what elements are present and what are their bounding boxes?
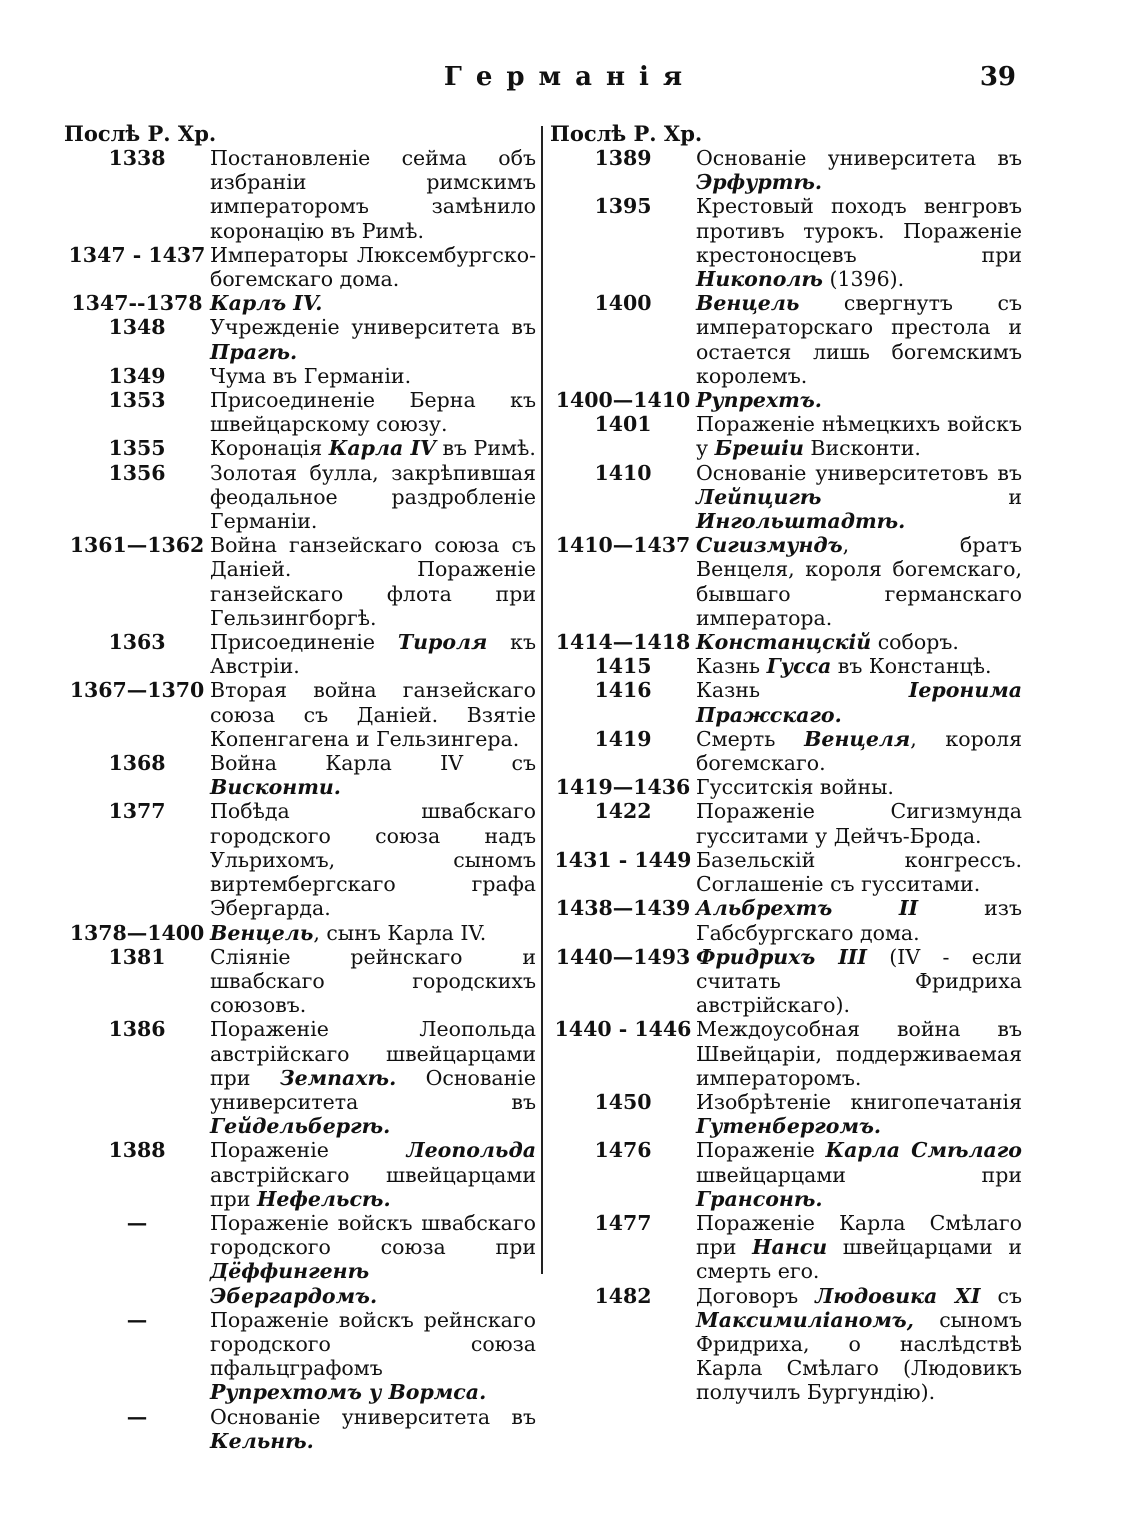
entry-date: 1361—1362 xyxy=(69,533,205,558)
entry-text xyxy=(210,1211,536,1308)
entry-date: — xyxy=(126,1307,148,1332)
entry-text xyxy=(696,1138,1022,1211)
timeline-entry xyxy=(550,678,1022,726)
entry-emphasis: Никополѣ xyxy=(696,267,823,292)
right-column xyxy=(550,122,1022,1405)
entry-text-part: Присоединеніе xyxy=(210,630,398,655)
timeline-entry xyxy=(64,291,536,315)
entry-emphasis: Максимиліаномъ, xyxy=(696,1307,914,1332)
entry-date: 1377 xyxy=(108,799,166,824)
timeline-entry xyxy=(550,1090,1022,1138)
entry-text-part: соборъ. xyxy=(871,630,959,655)
entry-text xyxy=(696,630,1022,654)
entry-text xyxy=(696,533,1022,630)
entry-date: 1400 xyxy=(594,291,652,316)
entry-emphasis: Нанси xyxy=(752,1235,828,1260)
entry-text-part: Висконти. xyxy=(803,436,921,461)
timeline-entry xyxy=(550,848,1022,896)
entry-text xyxy=(696,412,1022,460)
entry-date: 1422 xyxy=(594,799,652,824)
entry-date: 1476 xyxy=(594,1138,652,1163)
entry-text xyxy=(210,436,536,460)
entry-text-part: свергнутъ съ императорскаго престола и остается лишь богемскимъ королемъ. xyxy=(696,291,1022,388)
entry-date: 1356 xyxy=(108,460,166,485)
entry-text xyxy=(696,461,1022,534)
entry-emphasis: Тироля xyxy=(397,630,488,655)
entry-date: 1386 xyxy=(108,1017,166,1042)
entry-text-part: Постановленіе сейма объ избраніи римскимъ императоромъ замѣнило коронацію въ Римѣ. xyxy=(210,146,536,243)
timeline-entry xyxy=(550,461,1022,534)
entry-emphasis: Рупрехтъ. xyxy=(696,388,822,413)
entry-text xyxy=(696,848,1022,896)
entry-date: 1419 xyxy=(594,726,652,751)
timeline-entry xyxy=(64,678,536,751)
entry-date: 1416 xyxy=(594,678,652,703)
timeline-entry xyxy=(64,1017,536,1138)
entry-date: 1415 xyxy=(594,654,652,679)
entry-text xyxy=(696,291,1022,388)
entry-text-part: Пораженіе Леопольда австрійскаго швейцарцами при xyxy=(210,1017,536,1090)
entry-text-part: Война ганзейскаго союза съ Даніей. Пораженіе ганзейскаго флота при Гельзингборгѣ. xyxy=(210,533,536,630)
entry-text-part: Учрежденіе университета въ xyxy=(210,315,536,340)
entry-text xyxy=(210,146,536,243)
timeline-entry xyxy=(550,1284,1022,1405)
entry-date: — xyxy=(126,1404,148,1429)
entry-text-part: , братъ Венцеля, короля богемскаго, бывшаго германскаго императора. xyxy=(696,533,1022,630)
entry-text-part: австрійскаго швейцарцами при xyxy=(210,1162,536,1211)
entry-date: — xyxy=(126,1210,148,1235)
entry-text-part: къ Австріи. xyxy=(210,630,536,679)
entry-date: 1347 - 1437 xyxy=(68,242,206,267)
entry-emphasis: Нефельсѣ. xyxy=(256,1186,391,1211)
entry-emphasis: Карлъ IV. xyxy=(210,291,323,316)
entry-text xyxy=(696,775,1022,799)
entry-emphasis: Констанцскій xyxy=(696,630,872,655)
entry-text xyxy=(210,388,536,436)
entry-text xyxy=(210,1138,536,1211)
entry-date: 1388 xyxy=(108,1138,166,1163)
timeline-entry xyxy=(550,146,1022,194)
entry-text-part: Война Карла IV съ xyxy=(210,751,536,776)
timeline-entry xyxy=(550,775,1022,799)
entry-text xyxy=(210,799,536,920)
entry-text xyxy=(696,945,1022,1018)
entry-date: 1400—1410 xyxy=(555,388,691,413)
entry-text xyxy=(210,1405,536,1453)
entry-text-part: въ Констанцѣ. xyxy=(831,654,992,679)
entry-text xyxy=(696,388,1022,412)
entry-emphasis: Гутенбергомъ. xyxy=(696,1114,882,1139)
entry-text-part: съ xyxy=(980,1283,1022,1308)
entry-date: 1355 xyxy=(108,436,166,461)
entry-text xyxy=(696,1017,1022,1090)
entry-emphasis: Венцель xyxy=(210,920,314,945)
timeline-entry xyxy=(550,412,1022,460)
timeline-entry xyxy=(550,388,1022,412)
entry-text-part: Пораженіе xyxy=(696,1138,826,1163)
timeline-entry xyxy=(64,533,536,630)
timeline-entries xyxy=(550,146,1022,1405)
entry-emphasis: Людовика XI xyxy=(815,1283,981,1308)
entry-text-part: Императоры Люксембургско-богемскаго дома. xyxy=(210,242,536,292)
entry-text-part: Казнь xyxy=(696,678,909,703)
entry-text-part: Пораженіе Карла Смѣлаго при xyxy=(696,1210,1022,1260)
timeline-entry xyxy=(550,896,1022,944)
entry-date: 1367—1370 xyxy=(69,678,205,703)
timeline-entry xyxy=(64,1308,536,1405)
timeline-entry xyxy=(64,243,536,291)
entry-text-part: , сынъ Карла IV. xyxy=(313,920,487,945)
entry-emphasis: Эрфуртѣ. xyxy=(696,170,823,195)
entry-emphasis: Венцель xyxy=(696,291,800,316)
entry-date: 1482 xyxy=(594,1283,652,1308)
entry-text xyxy=(210,945,536,1018)
entry-date: 1353 xyxy=(108,388,166,413)
timeline-entry xyxy=(64,436,536,460)
entry-text-part: Пораженіе войскъ швабскаго городского союза при xyxy=(210,1210,536,1260)
entry-text xyxy=(210,630,536,678)
entry-text-part: Гусситскія войны. xyxy=(696,775,894,800)
entry-text-part: Основаніе университета въ xyxy=(696,146,1022,170)
timeline-entry xyxy=(64,1138,536,1211)
timeline-entry xyxy=(64,1211,536,1308)
entry-text-part: Крестовый походъ венгровъ противъ турокъ. Пораженіе крестоносцевъ при xyxy=(696,194,1022,267)
entry-date: 1410 xyxy=(594,460,652,485)
timeline-entry xyxy=(64,945,536,1018)
entry-text-part: въ Римѣ. xyxy=(435,436,536,461)
timeline-entry xyxy=(550,727,1022,775)
timeline-entry xyxy=(550,1017,1022,1090)
entry-text-part: Смерть xyxy=(696,726,805,751)
entry-text xyxy=(210,461,536,534)
entry-date: 1477 xyxy=(594,1210,652,1235)
entry-emphasis: Брешіи xyxy=(714,436,804,461)
entry-emphasis: Сигизмундъ xyxy=(696,533,843,558)
timeline-entries xyxy=(64,146,536,1453)
entry-date: 1450 xyxy=(594,1089,652,1114)
entry-emphasis: Гусса xyxy=(766,654,832,679)
timeline-entry xyxy=(550,1138,1022,1211)
entry-emphasis: Грансонѣ. xyxy=(696,1186,823,1211)
timeline-entry xyxy=(550,533,1022,630)
entry-text-part: Изобрѣтеніе книгопечатанія xyxy=(696,1089,1022,1114)
timeline-entry xyxy=(550,291,1022,388)
timeline-entry xyxy=(64,751,536,799)
entry-text-part: Пораженіе Сигизмунда гусситами у Дейчъ-Брода. xyxy=(696,799,1022,848)
entry-emphasis: Прагѣ. xyxy=(210,339,298,364)
timeline-entry xyxy=(64,799,536,920)
entry-emphasis: Рупрехтомъ у Вормса. xyxy=(210,1380,487,1405)
entry-text-part: Пораженіе нѣмецкихъ войскъ у xyxy=(696,412,1022,461)
entry-text xyxy=(696,654,1022,678)
entry-text-part: , короля богемскаго. xyxy=(696,726,1023,776)
entry-text-part: Золотая булла, закрѣпившая феодальное раздробленіе Германіи. xyxy=(210,460,536,534)
entry-text xyxy=(210,364,536,388)
entry-text xyxy=(696,896,1022,944)
entry-date: 1438—1439 xyxy=(555,896,691,921)
timeline-entry xyxy=(64,146,536,243)
entry-text xyxy=(210,751,536,799)
entry-date: 1410—1437 xyxy=(555,533,691,558)
entry-text-part: Междоусобная война въ Швейцаріи, поддерживаемая императоромъ. xyxy=(696,1017,1022,1090)
entry-text xyxy=(696,727,1022,775)
entry-date: 1414—1418 xyxy=(555,630,691,655)
timeline-entry xyxy=(550,654,1022,678)
entry-text xyxy=(210,921,536,945)
column-heading: Послѣ Р. Хр. xyxy=(550,121,703,146)
timeline-entry xyxy=(550,194,1022,291)
entry-text-part: Договоръ xyxy=(696,1283,816,1308)
timeline-entry xyxy=(550,1211,1022,1284)
entry-text-part: Присоединеніе Берна къ швейцарскому союзу. xyxy=(210,388,536,437)
left-column xyxy=(64,122,536,1453)
entry-text xyxy=(696,799,1022,847)
entry-date: 1440—1493 xyxy=(555,944,691,969)
entry-emphasis: Гейдельбергѣ. xyxy=(210,1114,391,1139)
timeline-entry xyxy=(64,364,536,388)
entry-emphasis: Альбрехтъ II xyxy=(696,896,919,921)
entry-emphasis: Дёффингенѣ Эбергардомъ. xyxy=(210,1259,378,1308)
entry-text xyxy=(210,533,536,630)
entry-emphasis: Лейпцигѣ xyxy=(696,484,822,509)
entry-text xyxy=(696,678,1022,726)
entry-text-part: сыномъ Фридриха, о наслѣдствѣ Карла Смѣлаго (Людовикъ получилъ Бургундію). xyxy=(696,1307,1022,1405)
entry-text-part: и xyxy=(821,484,1022,509)
entry-text-part: Казнь xyxy=(696,654,767,679)
entry-date: 1347--1378 xyxy=(71,291,203,316)
entry-date: 1368 xyxy=(108,751,166,776)
entry-emphasis: Карла IV xyxy=(328,436,436,461)
timeline-entry xyxy=(64,630,536,678)
entry-date: 1378—1400 xyxy=(69,920,205,945)
column-divider xyxy=(541,126,543,1274)
entry-date: 1395 xyxy=(594,194,652,219)
entry-text-part: Основаніе университета въ xyxy=(210,1404,536,1429)
entry-text xyxy=(210,1308,536,1405)
entry-text xyxy=(210,291,536,315)
entry-text xyxy=(210,315,536,363)
entry-text-part: Базельскій конгрессъ. Соглашеніе съ гусситами. xyxy=(696,847,1022,897)
timeline-entry xyxy=(64,388,536,436)
timeline-entry xyxy=(64,1405,536,1453)
entry-text-part: (1396). xyxy=(822,267,905,292)
page-number: 39 xyxy=(979,62,1016,92)
entry-date: 1381 xyxy=(108,944,166,969)
entry-date: 1440 - 1446 xyxy=(554,1017,692,1042)
entry-date: 1363 xyxy=(108,630,166,655)
entry-text xyxy=(210,1017,536,1138)
entry-text xyxy=(696,1090,1022,1138)
entry-emphasis: Іеронима Пражскаго. xyxy=(696,678,1022,727)
entry-date: 1338 xyxy=(108,146,166,170)
timeline-entry xyxy=(64,315,536,363)
entry-text-part: Пораженіе xyxy=(210,1138,407,1163)
entry-date: 1349 xyxy=(108,363,166,388)
entry-text-part: Вторая война ганзейскаго союза съ Даніей. Взятіе Копенгагена и Гельзингера. xyxy=(210,678,536,751)
entry-emphasis: Кельнѣ. xyxy=(210,1428,314,1453)
entry-emphasis: Леопольда xyxy=(406,1138,536,1163)
entry-emphasis: Земпахѣ. xyxy=(279,1065,397,1090)
entry-text-part: Сліяніе рейнскаго и швабскаго городскихъ союзовъ. xyxy=(210,944,536,1018)
entry-emphasis: Венцеля xyxy=(804,726,911,751)
entry-text xyxy=(696,146,1022,194)
entry-text xyxy=(696,1211,1022,1284)
entry-text xyxy=(210,678,536,751)
timeline-entry xyxy=(64,921,536,945)
timeline-entry xyxy=(550,630,1022,654)
timeline-entry xyxy=(64,461,536,534)
entry-text-part: Основаніе университетовъ въ xyxy=(696,460,1022,485)
entry-text xyxy=(696,194,1022,291)
entry-text-part: швейцарцами при xyxy=(696,1162,1022,1187)
entry-text-part: швейцарцами и смерть его. xyxy=(696,1235,1022,1284)
entry-text-part: изъ Габсбургскаго дома. xyxy=(696,896,1022,945)
entry-text-part: Пораженіе войскъ рейнскаго городского союза пфальцграфомъ xyxy=(210,1307,536,1381)
entry-emphasis: Карла Смѣлаго xyxy=(825,1138,1022,1163)
entry-text-part: Чума въ Германіи. xyxy=(210,363,412,388)
page-title: Германія xyxy=(443,62,697,92)
entry-date: 1348 xyxy=(108,315,166,340)
entry-text-part: Коронація xyxy=(210,436,329,461)
entry-text xyxy=(210,243,536,291)
timeline-entry xyxy=(550,799,1022,847)
entry-text-part: Основаніе университета въ xyxy=(210,1065,536,1114)
entry-emphasis: Висконти. xyxy=(210,775,341,800)
entry-emphasis: Ингольштадтѣ. xyxy=(696,509,906,534)
page-header xyxy=(0,62,1140,102)
entry-text xyxy=(696,1284,1022,1405)
entry-date: 1419—1436 xyxy=(555,775,691,800)
entry-date: 1431 - 1449 xyxy=(554,847,692,872)
entry-text-part: Побѣда швабскаго городского союза надъ Ульрихомъ, сыномъ виртембергскаго графа Эбергарда. xyxy=(210,799,536,921)
entry-date: 1389 xyxy=(594,146,652,170)
column-heading: Послѣ Р. Хр. xyxy=(64,121,217,146)
entry-date: 1401 xyxy=(594,412,652,437)
entry-text-part: (IV - если считать Фридриха австрійскаго). xyxy=(696,944,1022,1018)
timeline-entry xyxy=(550,945,1022,1018)
entry-emphasis: Фридрихъ III xyxy=(696,944,867,969)
